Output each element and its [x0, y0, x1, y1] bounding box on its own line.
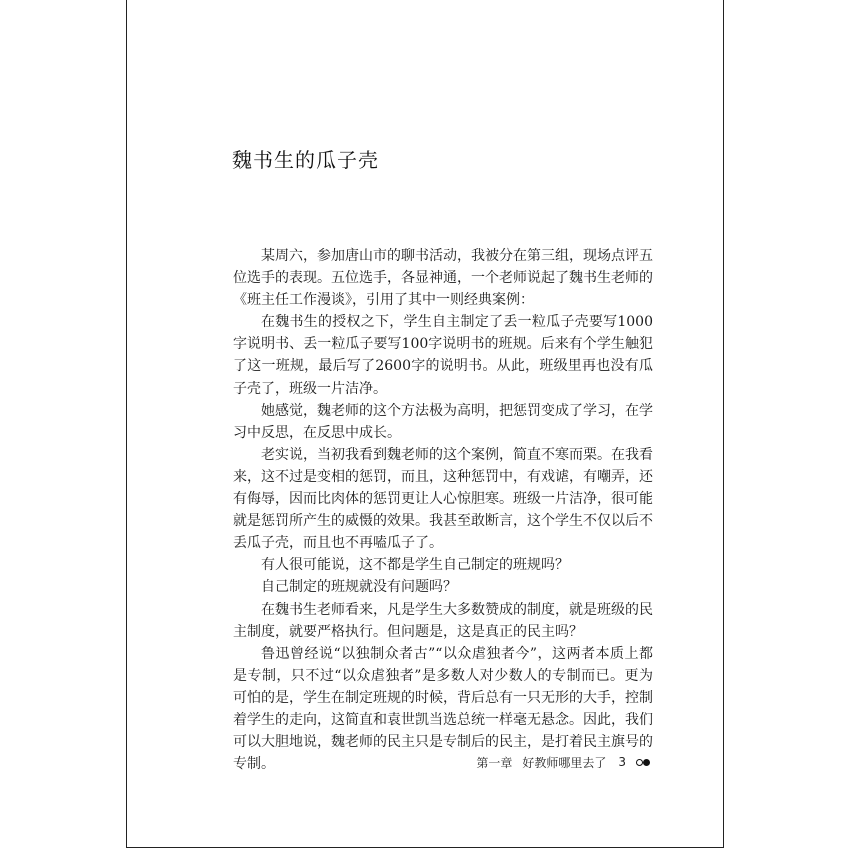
page-number: 3 — [618, 755, 626, 769]
paragraph: 在魏书生的授权之下，学生自主制定了丢一粒瓜子壳要写1000字说明书、丢一粒瓜子要写100字说明书的班规。后来有个学生触犯了这一班规，最后写了2600字的说明书。从此，班级里再也没有瓜子壳了，班级一片洁净。 — [233, 314, 653, 397]
open-circle-icon — [636, 759, 643, 766]
footer-ornament — [636, 759, 650, 766]
running-footer — [470, 752, 650, 772]
paragraph: 自己制定的班规就没有问题吗？ — [261, 579, 457, 596]
footer-chapter: 第一章 — [476, 755, 513, 770]
page-title: 魏书生的瓜子壳 — [232, 148, 379, 172]
paragraph: 有人很可能说，这不都是学生自己制定的班规吗？ — [261, 557, 569, 574]
footer-section-title: 好教师哪里去了 — [522, 755, 607, 770]
article-body — [233, 245, 653, 775]
paragraph: 鲁迅曾经说“以独制众者古”“以众虐独者今”，这两者本质上都是专制，只不过“以众虐独者”是多数人对少数人的专制而已。更为可怕的是，学生在制定班规的时候，背后总有一只无形的大手，控制着学生的走向，这简直和袁世凯当选总统一样毫无悬念。因此，我们可以大胆地说，魏老师的民主只是专制后的民主，是打着民主旗号的专制。 — [233, 645, 653, 773]
paragraph: 她感觉，魏老师的这个方法极为高明，把惩罚变成了学习，在学习中反思，在反思中成长。 — [233, 402, 653, 441]
filled-circle-icon — [643, 759, 650, 766]
paragraph: 老实说，当初我看到魏老师的这个案例，简直不寒而栗。在我看来，这不过是变相的惩罚，而且，这种惩罚中，有戏谑，有嘲弄，还有侮辱，因而比肉体的惩罚更让人心惊胆寒。班级一片洁净，很可能就是惩罚所产生的威慑的效果。我甚至敢断言，这个学生不仅以后不丢瓜子壳，而且也不再嗑瓜子了。 — [233, 446, 653, 552]
paragraph: 在魏书生老师看来，凡是学生大多数赞成的制度，就是班级的民主制度，就要严格执行。但问题是，这是真正的民主吗？ — [233, 601, 653, 640]
paragraph: 某周六，参加唐山市的聊书活动，我被分在第三组，现场点评五位选手的表现。五位选手，各显神通，一个老师说起了魏书生老师的《班主任工作漫谈》，引用了其中一则经典案例： — [233, 248, 653, 309]
